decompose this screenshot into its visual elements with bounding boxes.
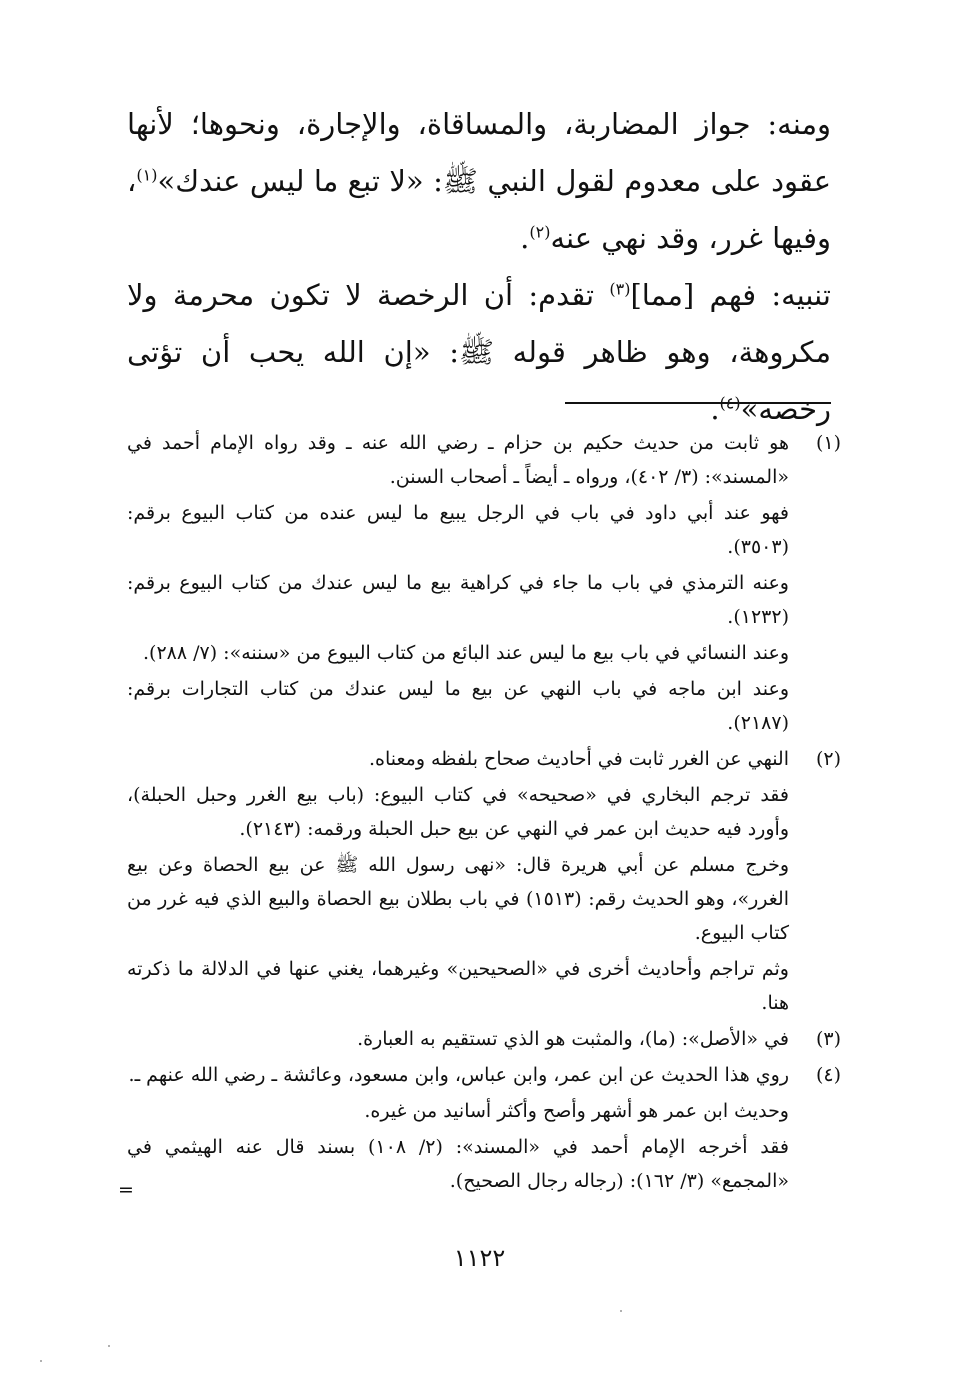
- footnote-text: فهو عند أبي داود في باب في الرجل يبيع ما ليس عنده من كتاب البيوع برقم: (٣٥٠٣).: [127, 502, 789, 558]
- footnote-text: وعنه الترمذي في باب ما جاء في كراهية بيع ما ليس عندك من كتاب البيوع برقم: (١٢٣٢).: [127, 572, 789, 628]
- footnote-text: وثم تراجم وأحاديث أخرى في «الصحيحين» وغيرهما، يغني عنها في الدلالة ما ذكرته هنا.: [127, 958, 789, 1014]
- main-line: تقدم: أن الرخصة لا تكون محرمة ولا مكروهة،: [127, 278, 832, 369]
- footnote-4: [127, 1058, 841, 1198]
- footnote-text: النهي عن الغرر ثابت في أحاديث صحاح بلفظه ومعناه.: [368, 748, 789, 770]
- footnote-text: في «الأصل»: (ما)، والمثبت هو الذي تستقيم به العبارة.: [357, 1028, 789, 1050]
- sentence-end: .: [520, 221, 530, 255]
- sentence-end: .: [710, 392, 720, 426]
- scan-speck: [620, 1310, 622, 1312]
- footnotes: [127, 426, 841, 1200]
- footnote-text: هو ثابت من حديث حكيم بن حزام ـ رضي الله عنه ـ وقد رواه الإمام أحمد في «المسند»: (٣/ ٤٠٢)، ورواه ـ أيضاً ـ أصحاب السنن.: [127, 432, 789, 488]
- main-line: عنه: [550, 221, 593, 255]
- footnote-separator: [565, 402, 831, 404]
- main-line: وهو ظاهر قوله ﷺ: «إن الله يحب أن تؤتى رخصه»: [127, 335, 831, 426]
- footnote-ref[interactable]: (٤): [719, 393, 741, 413]
- main-line: ومنه: جواز المضاربة، والمساقاة، والإجارة، ونحوها؛ لأنها عقود على: [127, 107, 831, 198]
- footnote-text: وحديث ابن عمر هو أشهر وأصح وأكثر أسانيد من غيره.: [364, 1100, 789, 1122]
- footnote-ref[interactable]: (٣): [609, 279, 631, 299]
- footnote-1: [127, 426, 841, 740]
- scan-speck: [108, 1345, 110, 1347]
- page-number: ١١٢٢: [453, 1244, 506, 1272]
- main-line: معدوم لقول النبي ﷺ: «لا تبع ما ليس عندك»: [157, 164, 702, 198]
- footnote-ref[interactable]: (١): [136, 165, 158, 185]
- main-paragraph-2: [127, 267, 831, 438]
- footnote-text: وخرج مسلم عن أبي هريرة قال: «نهى رسول الله ﷺ عن بيع الحصاة وعن بيع الغرر»، وهو الحديث رقم: (١٥١٣) في باب بطلان بيع الحصاة والبيع الذي فيه غرر من كتاب البيوع.: [127, 854, 789, 944]
- footnote-number: (٢): [815, 748, 841, 770]
- footnote-text: فقد أخرجه الإمام أحمد في «المسند»: (٢/ ١٠٨) بسند قال عنه الهيثمي في «المجمع» (٣/ ١٦٢): (رجاله رجال الصحيح).: [127, 1136, 789, 1192]
- main-line: تنبيه: فهم [مما]: [630, 278, 832, 312]
- footnote-text: وعند ابن ماجه في باب النهي عن بيع ما ليس عندك من كتاب التجارات برقم: (٢١٨٧).: [127, 678, 789, 734]
- footnote-text: روي هذا الحديث عن ابن عمر، وابن عباس، وابن مسعود، وعائشة ـ رضي الله عنهم ـ.: [128, 1064, 789, 1086]
- footnote-2: [127, 742, 841, 1020]
- footnote-number: (٤): [815, 1064, 841, 1086]
- footnote-number: (٣): [815, 1028, 841, 1050]
- footnote-ref[interactable]: (٢): [529, 222, 551, 242]
- footnote-text: فقد ترجم البخاري في «صحيحه» في كتاب البيوع: (باب بيع الغرر وحبل الحبلة)، وأورد فيه حديث ابن عمر في النهي عن بيع حبل الحبلة ورقمه: (٢١٤٣).: [127, 784, 789, 840]
- footnote-text: وعند النسائي في باب بيع ما ليس عند البائع من كتاب البيوع من «سننه»: (٧/ ٢٨٨).: [142, 642, 789, 664]
- scan-speck: [40, 1360, 42, 1362]
- main-text: [127, 96, 831, 438]
- main-paragraph-1: [127, 96, 831, 267]
- continuation-mark: =: [118, 1179, 134, 1201]
- main-line: ، وفيها غرر، وقد نهي: [127, 164, 831, 255]
- footnote-3: [127, 1022, 841, 1056]
- footnote-number: (١): [815, 432, 841, 454]
